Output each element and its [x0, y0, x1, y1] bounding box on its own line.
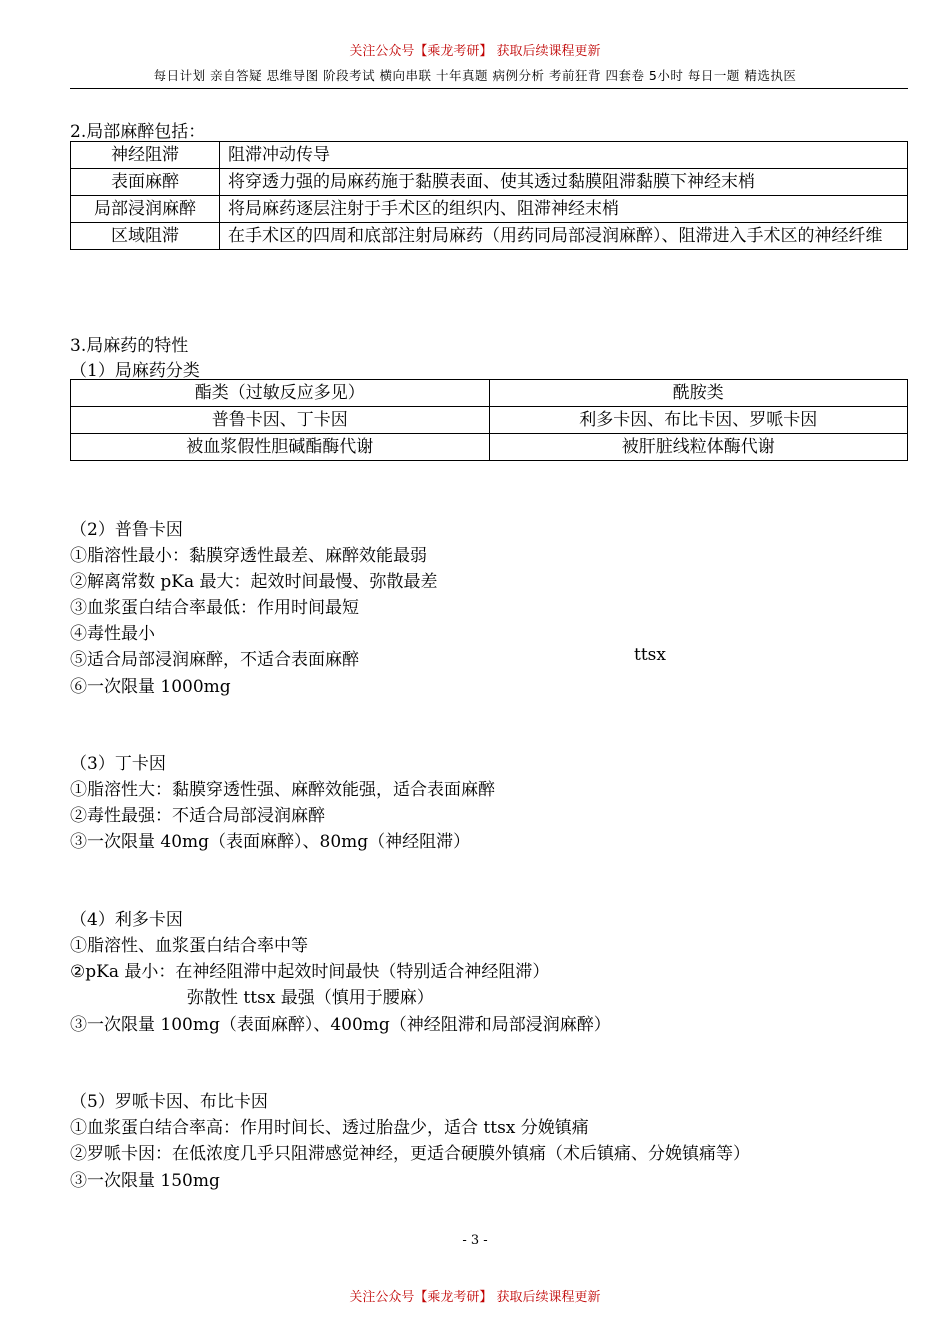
header-divider: [70, 88, 908, 89]
list-item: ①脂溶性最小：黏膜穿透性最差、麻醉效能最弱: [70, 546, 427, 566]
page-number: - 3 -: [462, 1233, 488, 1248]
header-notice: 关注公众号【乘龙考研】 获取后续课程更新: [349, 44, 601, 59]
procaine-title: （2）普鲁卡因: [70, 520, 183, 540]
tetracaine-title: （3）丁卡因: [70, 754, 166, 774]
table-cell: 被血浆假性胆碱酯酶代谢: [71, 434, 490, 461]
list-item: ②毒性最强：不适合局部浸润麻醉: [70, 806, 325, 826]
list-item: ②罗哌卡因：在低浓度几乎只阻滞感觉神经，更适合硬膜外镇痛（术后镇痛、分娩镇痛等）: [70, 1144, 750, 1164]
lidocaine-title: （4）利多卡因: [70, 910, 183, 930]
list-item: ③血浆蛋白结合率最低：作用时间最短: [70, 598, 359, 618]
list-item: ③一次限量 100mg（表面麻醉）、400mg（神经阻滞和局部浸润麻醉）: [70, 1015, 611, 1035]
list-item: ③一次限量 40mg（表面麻醉）、80mg（神经阻滞）: [70, 832, 471, 852]
watermark-mark: ttsx: [634, 645, 666, 665]
section3-heading: 3.局麻药的特性: [70, 336, 189, 356]
table-row: [71, 407, 908, 434]
table-header: 酰胺类: [489, 380, 908, 407]
ropivacaine-title: （5）罗哌卡因、布比卡因: [70, 1092, 268, 1112]
table-cell: 在手术区的四周和底部注射局麻药（用药同局部浸润麻醉）、阻滞进入手术区的神经纤维: [220, 223, 908, 250]
table-row: [71, 196, 908, 223]
table-cell: 表面麻醉: [71, 169, 220, 196]
table-row: [71, 223, 908, 250]
table-cell: 阻滞冲动传导: [220, 142, 908, 169]
list-item: ③一次限量 150mg: [70, 1171, 220, 1191]
table-cell: 神经阻滞: [71, 142, 220, 169]
header-nav: 每日计划 亲自答疑 思维导图 阶段考试 横向串联 十年真题 病例分析 考前狂背 四套卷 5小时 每日一题 精选执医: [153, 68, 797, 83]
section3-subheading: （1）局麻药分类: [70, 361, 200, 381]
anesthesia-types-table: [70, 141, 908, 250]
list-item: ⑥一次限量 1000mg: [70, 677, 231, 697]
list-item: ④毒性最小: [70, 624, 155, 644]
table-row: [71, 169, 908, 196]
table-cell: 被肝脏线粒体酶代谢: [489, 434, 908, 461]
table-row: [71, 142, 908, 169]
list-item: ①脂溶性大：黏膜穿透性强、麻醉效能强，适合表面麻醉: [70, 780, 495, 800]
footer-notice: 关注公众号【乘龙考研】 获取后续课程更新: [349, 1290, 601, 1305]
list-item: 弥散性 ttsx 最强（慎用于腰麻）: [187, 988, 434, 1008]
classification-table: [70, 379, 908, 461]
list-item: ②解离常数 pKa 最大：起效时间最慢、弥散最差: [70, 572, 438, 592]
list-item: ①脂溶性、血浆蛋白结合率中等: [70, 936, 308, 956]
section2-heading: 2.局部麻醉包括：: [70, 122, 206, 142]
table-cell: 局部浸润麻醉: [71, 196, 220, 223]
table-cell: 利多卡因、布比卡因、罗哌卡因: [489, 407, 908, 434]
table-row: [71, 380, 908, 407]
list-item: ②pKa 最小：在神经阻滞中起效时间最快（特别适合神经阻滞）: [70, 962, 550, 982]
table-row: [71, 434, 908, 461]
table-cell: 普鲁卡因、丁卡因: [71, 407, 490, 434]
list-item: ⑤适合局部浸润麻醉，不适合表面麻醉: [70, 650, 359, 670]
table-header: 酯类（过敏反应多见）: [71, 380, 490, 407]
table-cell: 将局麻药逐层注射于手术区的组织内、阻滞神经末梢: [220, 196, 908, 223]
table-cell: 将穿透力强的局麻药施于黏膜表面、使其透过黏膜阻滞黏膜下神经末梢: [220, 169, 908, 196]
table-cell: 区域阻滞: [71, 223, 220, 250]
list-item: ①血浆蛋白结合率高：作用时间长、透过胎盘少，适合 ttsx 分娩镇痛: [70, 1118, 589, 1138]
